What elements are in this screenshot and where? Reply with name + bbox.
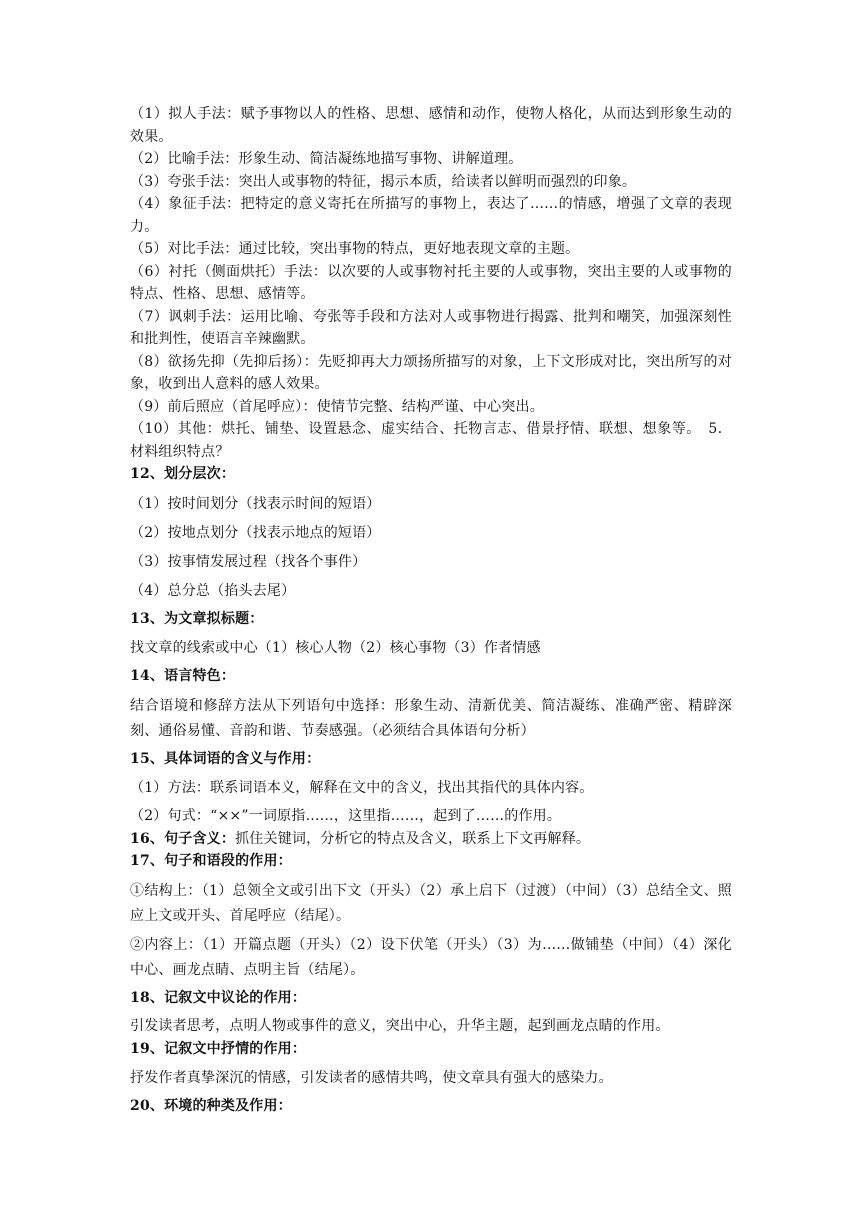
section-heading: 15、具体词语的含义与作用：	[130, 750, 321, 767]
paragraph: ①结构上：（1）总领全文或引出下文（开头）（2）承上启下（过渡）（中间）（3）总结全文、照应上文或开头、首尾呼应（结尾）。	[130, 882, 732, 924]
paragraph: （2）比喻手法：形象生动、简洁凝练地描写事物、讲解道理。	[130, 151, 523, 167]
paragraph: （1）拟人手法：赋予事物以人的性格、思想、感情和动作，使物人格化，从而达到形象生动的效果。	[130, 106, 732, 145]
section-heading: 17、句子和语段的作用：	[130, 853, 292, 869]
section-heading: 18、记叙文中议论的作用：	[130, 989, 307, 1006]
section-heading: 12、划分层次：	[130, 466, 236, 482]
paragraph: （3）按事情发展过程（找各个事件）	[130, 553, 367, 570]
paragraph: （4）象征手法：把特定的意义寄托在所描写的事物上，表达了……的情感，增强了文章的表现力。	[130, 196, 732, 235]
paragraph: ②内容上：（1）开篇点题（开头）（2）设下伏笔（开头）（3）为……做铺垫（中间）（4）深化中心、画龙点睛、点明主旨（结尾）。	[130, 936, 732, 978]
paragraph: （9）前后照应（首尾呼应）：使情节完整、结构严谨、中心突出。	[130, 398, 544, 415]
paragraph: （1）按时间划分（找表示时间的短语）	[130, 495, 381, 512]
section-heading: 19、记叙文中抒情的作用：	[130, 1040, 307, 1057]
paragraph: （6）衬托（侧面烘托）手法：以次要的人或事物衬托主要的人或事物，突出主要的人或事物的特点、性格、思想、感情等。	[130, 263, 732, 302]
paragraph: 找文章的线索或中心（1）核心人物（2）核心事物（3）作者情感	[130, 640, 541, 656]
document-body	[130, 103, 732, 1124]
paragraph: 抒发作者真挚深沉的情感，引发读者的感情共鸣，使文章具有强大的感染力。	[130, 1070, 613, 1086]
paragraph: （2）句式：“××”一词原指……，这里指……，起到了……的作用。	[130, 808, 562, 824]
inline-heading: 16、句子含义：	[130, 830, 236, 847]
section-heading: 13、为文章拟标题：	[130, 610, 264, 627]
paragraph: （2）按地点划分（找表示地点的短语）	[130, 524, 381, 541]
paragraph: 结合语境和修辞方法从下列语句中选择：形象生动、清新优美、简洁凝练、准确严密、精辟深刻、通俗易懂、音韵和谐、节奏感强。（必须结合具体语句分析）	[130, 697, 732, 739]
paragraph: （4）总分总（掐头去尾）	[130, 582, 296, 599]
paragraph: （1）方法：联系词语本义，解释在文中的含义，找出其指代的具体内容。	[130, 780, 594, 796]
section-heading: 20、环境的种类及作用：	[130, 1098, 292, 1114]
paragraph-with-heading	[130, 828, 732, 851]
paragraph: （7）讽刺手法：运用比喻、夸张等手段和方法对人或事物进行揭露、批判和嘲笑，加强深刻性和批判性，使语言辛辣幽默。	[130, 308, 732, 347]
paragraph: （5）对比手法：通过比较，突出事物的特点，更好地表现文章的主题。	[130, 241, 580, 257]
paragraph: （8）欲扬先抑（先抑后扬）：先贬抑再大力颂扬所描写的对象，上下文形成对比，突出所写的对象，收到出人意料的感人效果。	[130, 353, 732, 392]
paragraph: （10）其他：烘托、铺垫、设置悬念、虚实结合、托物言志、借景抒情、联想、想象等。 5．材料组织特点？	[130, 421, 732, 460]
paragraph: 引发读者思考，点明人物或事件的意义，突出中心，升华主题，起到画龙点睛的作用。	[130, 1018, 670, 1034]
section-heading: 14、语言特色：	[130, 668, 236, 684]
paragraph-text: 抓住关键词，分析它的特点及含义，联系上下文再解释。	[235, 830, 591, 847]
paragraph: （3）夸张手法：突出人或事物的特征，揭示本质，给读者以鲜明而强烈的印象。	[130, 173, 637, 190]
